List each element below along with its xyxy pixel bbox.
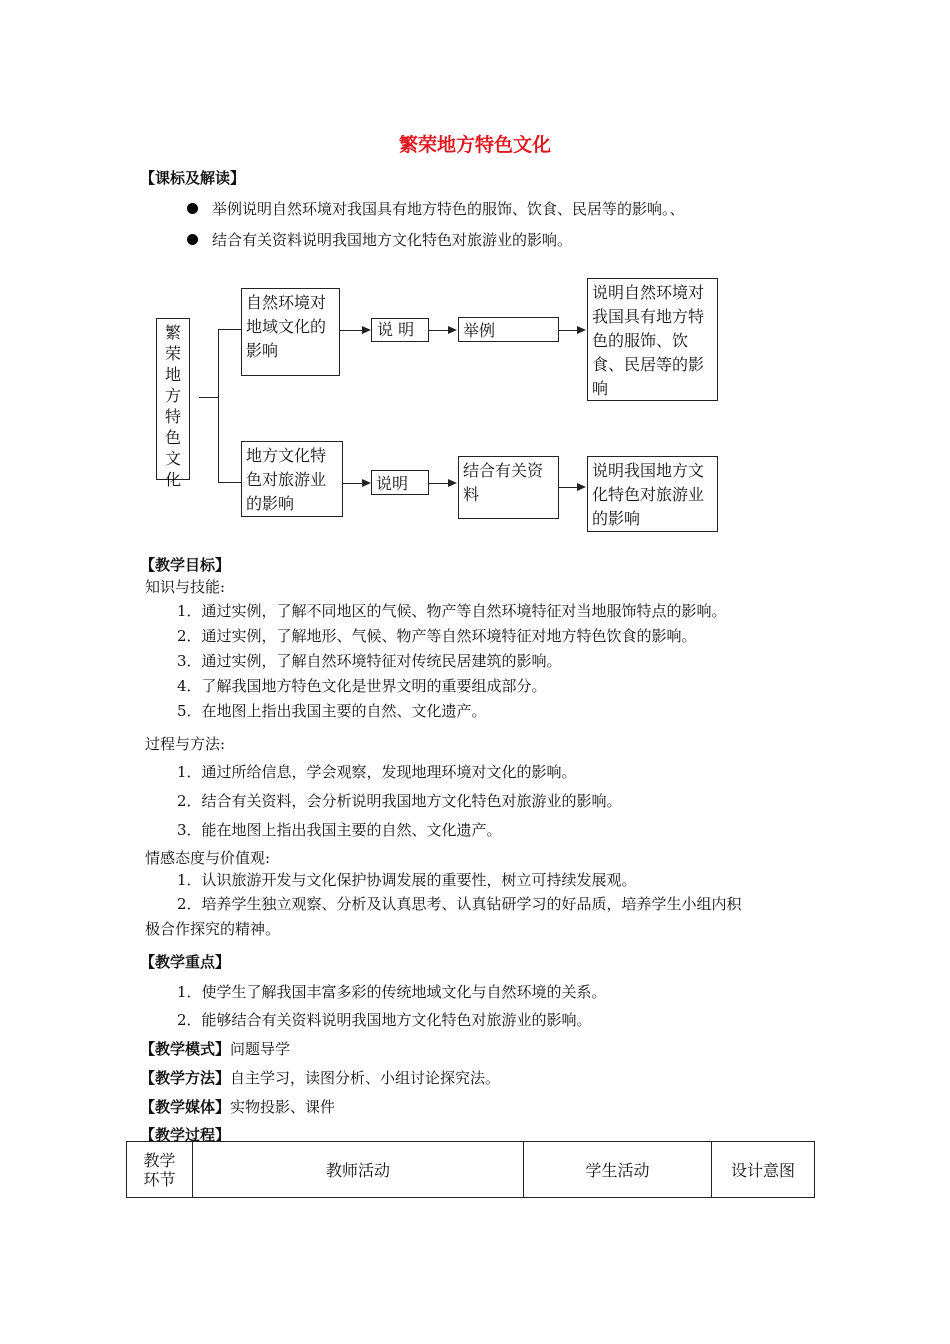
attitude-item-1: 1．认识旅游开发与文化保护协调发展的重要性，树立可持续发展观。 [177,871,637,889]
process-heading: 【教学过程】 [140,1126,231,1144]
focus-heading: 【教学重点】 [140,953,231,971]
diagram-box-example: 举例 [458,317,559,342]
arrow-line [429,330,450,331]
bullet-icon [187,203,198,214]
knowledge-item-3: 3．通过实例，了解自然环境特征对传统民居建筑的影响。 [177,652,562,670]
attitude-item-2-cont: 极合作探究的精神。 [145,920,281,938]
focus-item-2: 2．能够结合有关资料说明我国地方文化特色对旅游业的影响。 [177,1011,592,1029]
connector-line [218,329,241,330]
arrow-line [429,483,450,484]
diagram-root-box: 繁 荣 地 方 特 色 文 化 [156,318,190,480]
table-header-intent: 设计意图 [712,1142,815,1198]
arrow-icon [362,326,371,334]
table-header-student: 学生活动 [524,1142,712,1198]
bullet-icon [187,234,198,245]
knowledge-item-4: 4．了解我国地方特色文化是世界文明的重要组成部分。 [177,677,547,695]
arrow-icon [577,326,586,334]
arrow-line [559,330,579,331]
arrow-icon [448,326,457,334]
goals-heading: 【教学目标】 [140,556,231,574]
table-header-teacher: 教师活动 [193,1142,524,1198]
table-header-stage: 教学 环节 [127,1142,193,1198]
focus-item-1: 1．使学生了解我国丰富多彩的传统地域文化与自然环境的关系。 [177,983,607,1001]
arrow-icon [448,479,457,487]
knowledge-item-2: 2．通过实例，了解地形、气候、物产等自然环境特征对地方特色饮食的影响。 [177,627,697,645]
arrow-icon [577,483,586,491]
standard-item-2: 结合有关资料说明我国地方文化特色对旅游业的影响。 [212,231,573,249]
process-item-1: 1．通过所给信息，学会观察，发现地理环境对文化的影响。 [177,763,577,781]
arrow-line [340,330,364,331]
diagram-box-explain-2: 说明 [371,470,429,495]
attitude-label: 情感态度与价值观: [145,849,271,867]
arrow-line [343,483,364,484]
attitude-item-2: 2．培养学生独立观察、分析及认真思考、认真钻研学习的好品质，培养学生小组内积 [177,895,742,913]
media-row: 【教学媒体】实物投影、课件 [140,1098,336,1116]
page-title: 繁荣地方特色文化 [398,134,551,156]
connector-line [199,397,218,398]
mode-row: 【教学模式】问题导学 [140,1040,291,1058]
teaching-process-table [126,1141,815,1198]
arrow-line [559,487,579,488]
standards-heading: 【课标及解读】 [140,169,246,187]
knowledge-item-5: 5．在地图上指出我国主要的自然、文化遗产。 [177,702,487,720]
knowledge-item-1: 1．通过实例，了解不同地区的气候、物产等自然环境特征对当地服饰特点的影响。 [177,602,727,620]
connector-line [218,329,219,483]
diagram-box-bottom-result: 说明我国地方文化特色对旅游业的影响 [587,456,718,532]
method-row: 【教学方法】自主学习，读图分析、小组讨论探究法。 [140,1069,501,1087]
process-item-3: 3．能在地图上指出我国主要的自然、文化遗产。 [177,821,502,839]
diagram-box-local-culture: 地方文化特色对旅游业的影响 [241,441,343,517]
process-item-2: 2．结合有关资料，会分析说明我国地方文化特色对旅游业的影响。 [177,792,622,810]
diagram-box-top-result: 说明自然环境对我国具有地方特色的服饰、饮食、民居等的影响 [587,278,718,401]
process-label: 过程与方法: [145,735,226,753]
diagram-box-materials: 结合有关资料 [458,456,559,519]
knowledge-label: 知识与技能: [145,578,226,596]
connector-line [218,482,241,483]
table-row [127,1142,815,1198]
arrow-icon [362,479,371,487]
diagram-box-natural-env: 自然环境对地域文化的影响 [241,288,340,376]
standard-item-1: 举例说明自然环境对我国具有地方特色的服饰、饮食、民居等的影响。、 [212,200,685,218]
diagram-box-explain: 说 明 [371,318,429,342]
